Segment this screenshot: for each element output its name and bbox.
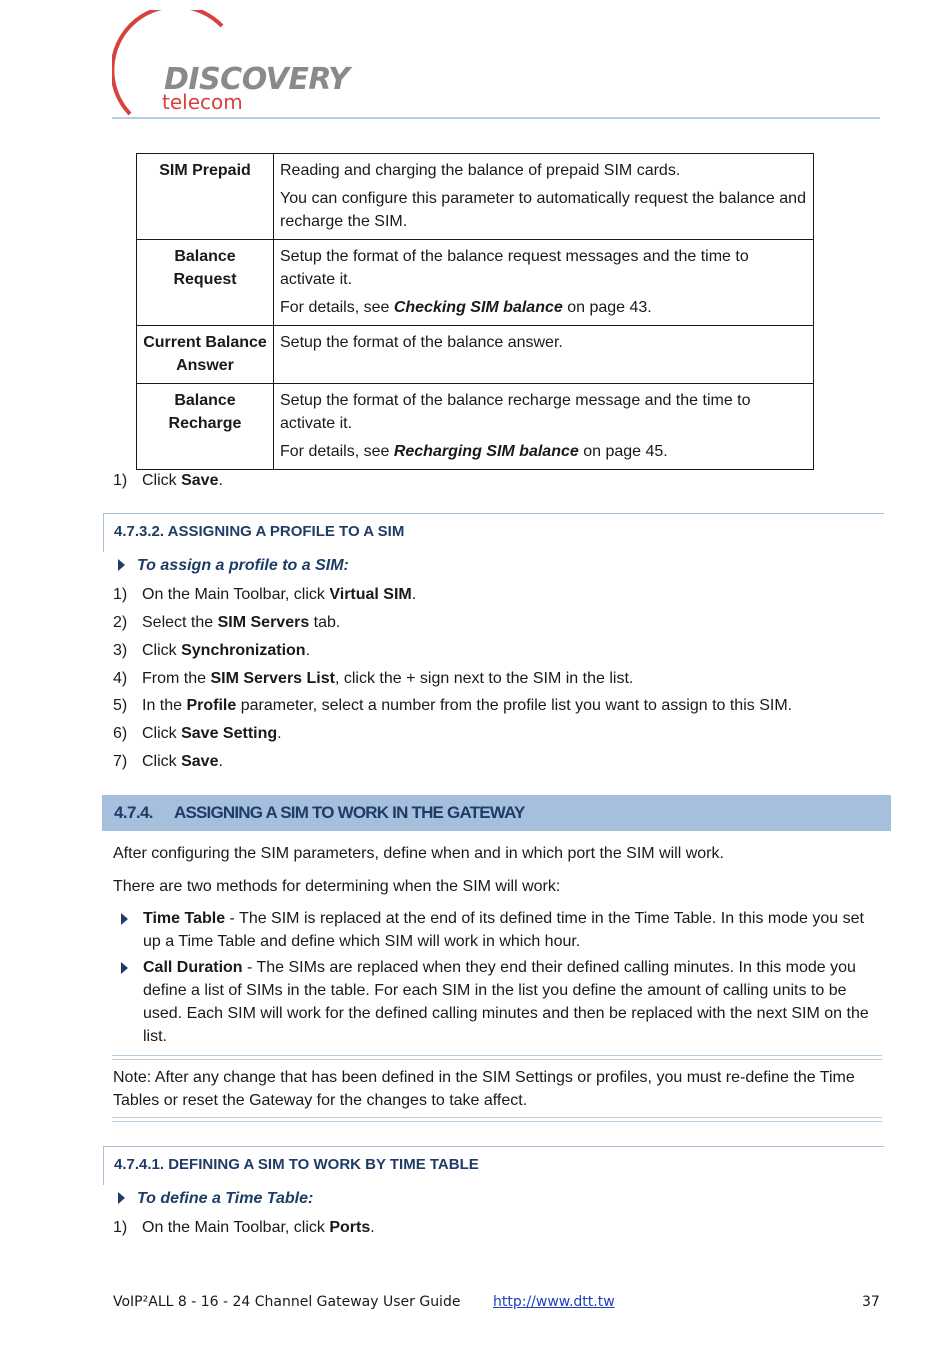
step-text: Click [142, 642, 182, 659]
ref-link-text: Recharging SIM balance [393, 443, 579, 460]
paragraph: There are two methods for determining when the SIM will work: [113, 878, 561, 895]
parameter-table [136, 153, 814, 470]
table-row [137, 240, 814, 326]
logo-subtext: telecom [162, 90, 243, 114]
step-bold: SIM Servers List [210, 670, 335, 687]
table-row [137, 326, 814, 384]
triangle-bullet-icon [121, 913, 128, 925]
step-number: 2) [113, 614, 128, 631]
param-name: Current Balance Answer [137, 326, 274, 384]
description-line: Setup the format of the balance answer. [280, 334, 563, 351]
page-number: 37 [862, 1294, 880, 1310]
bullet-term: Time Table [143, 910, 226, 927]
procedure-title [118, 1190, 313, 1208]
step-text: , click the + sign next to the SIM in the list. [334, 670, 634, 687]
param-description [274, 154, 814, 240]
ref-prefix: For details, see [280, 299, 394, 316]
param-description [274, 384, 814, 470]
step-number: 1) [113, 472, 128, 489]
param-description [274, 326, 814, 384]
step-bold: Profile [186, 697, 237, 714]
paragraph: After configuring the SIM parameters, define when and in which port the SIM will work. [113, 845, 724, 862]
section-heading-bar [102, 795, 891, 831]
step-number: 1) [113, 1219, 128, 1236]
step-text: In the [142, 697, 187, 714]
footer-link[interactable]: http://www.dtt.tw [493, 1294, 615, 1310]
step-bold: Save [181, 753, 219, 770]
param-name [137, 240, 274, 326]
step-item [113, 668, 633, 690]
step-number: 4) [113, 670, 128, 687]
param-description [274, 240, 814, 326]
step-text: . [218, 472, 223, 489]
step-text: Click [142, 472, 182, 489]
step-item [113, 612, 340, 634]
section-title: ASSIGNING A SIM TO WORK IN THE GATEWAY [174, 803, 525, 822]
step-item [113, 695, 792, 717]
logo-wordmark: DISCOVERY [164, 62, 350, 97]
step-bold: Save [181, 472, 219, 489]
cross-reference [280, 440, 807, 463]
param-name [137, 384, 274, 470]
step-bold: Synchronization [181, 642, 306, 659]
bullet-description: - The SIM is replaced at the end of its defined time in the Time Table. In this mode you set up a Time Table and define which SIM will work in which hour. [143, 910, 864, 950]
param-name: SIM Prepaid [137, 154, 274, 240]
step-number: 1) [113, 586, 128, 603]
triangle-bullet-icon [118, 1192, 125, 1204]
step-number: 3) [113, 642, 128, 659]
cross-reference [280, 296, 807, 319]
procedure-text: To define a Time Table: [137, 1190, 314, 1207]
ref-prefix: For details, see [280, 443, 394, 460]
step-text: Click [142, 753, 182, 770]
header-divider [112, 117, 880, 119]
step-text: . [277, 725, 282, 742]
note-text: Note: After any change that has been defined in the SIM Settings or profiles, you must re-define the Time Tables or reset the Gateway for the changes to take affect. [113, 1069, 855, 1109]
company-logo [112, 10, 372, 120]
table-row [137, 384, 814, 470]
description-line: You can configure this parameter to automatically request the balance and recharge the SIM. [280, 190, 806, 230]
step-item [113, 1217, 375, 1239]
step-item [113, 723, 282, 745]
step-number: 5) [113, 697, 128, 714]
step-item [113, 584, 416, 606]
bullet-item [121, 956, 871, 1048]
section-number: 4.7.4. [114, 803, 153, 822]
step-text: On the Main Toolbar, click [142, 1219, 330, 1236]
bullet-description: - The SIMs are replaced when they end their defined calling minutes. In this mode you define a list of SIMs in the table. For each SIM in the list you define the amount of calling units to be used. Each SIM will work for the defined calling minutes and then be replaced with the next SIM on the list. [143, 959, 869, 1045]
step-bold: Save Setting [181, 725, 278, 742]
triangle-bullet-icon [118, 559, 125, 571]
step-text: . [218, 753, 223, 770]
step-text: . [411, 586, 417, 603]
step-item [113, 470, 223, 492]
bullet-term: Call Duration [143, 959, 243, 976]
step-number: 7) [113, 753, 128, 770]
step-text: From the [142, 670, 211, 687]
step-number: 6) [113, 725, 128, 742]
description-line: Setup the format of the balance recharge message and the time to activate it. [280, 392, 751, 432]
procedure-title [118, 557, 349, 575]
param-name-text: Balance Recharge [168, 392, 242, 432]
section-heading-box [103, 513, 884, 552]
bullet-item [121, 907, 871, 953]
bullet-text [143, 956, 871, 1048]
step-text: Select the [142, 614, 218, 631]
note-bottom-rule [112, 1117, 882, 1122]
step-text: . [305, 642, 311, 659]
step-text: tab. [309, 614, 341, 631]
step-bold: SIM Servers [217, 614, 310, 631]
step-text: On the Main Toolbar, click [142, 586, 330, 603]
section-heading-box [103, 1146, 884, 1185]
param-name-text: Balance Request [173, 248, 237, 288]
step-item [113, 640, 310, 662]
procedure-text: To assign a profile to a SIM: [137, 557, 349, 574]
ref-suffix: on page 45. [578, 443, 668, 460]
section-heading: 4.7.4.1. DEFINING A SIM TO WORK BY TIME TABLE [114, 1156, 479, 1173]
table-row [137, 154, 814, 240]
step-bold: Virtual SIM [329, 586, 412, 603]
step-text: Click [142, 725, 182, 742]
step-bold: Ports [329, 1219, 371, 1236]
step-text: parameter, select a number from the profile list you want to assign to this SIM. [236, 697, 793, 714]
step-item [113, 751, 223, 773]
triangle-bullet-icon [121, 962, 128, 974]
footer-title: VoIP²ALL 8 - 16 - 24 Channel Gateway User Guide [113, 1294, 461, 1310]
description-line: Reading and charging the balance of prepaid SIM cards. [280, 162, 681, 179]
step-text: . [370, 1219, 375, 1236]
bullet-text [143, 907, 871, 953]
ref-link-text: Checking SIM balance [393, 299, 563, 316]
note-top-rule [112, 1055, 882, 1060]
ref-suffix: on page 43. [562, 299, 652, 316]
section-heading: 4.7.3.2. ASSIGNING A PROFILE TO A SIM [114, 523, 405, 540]
description-line: Setup the format of the balance request messages and the time to activate it. [280, 248, 749, 288]
